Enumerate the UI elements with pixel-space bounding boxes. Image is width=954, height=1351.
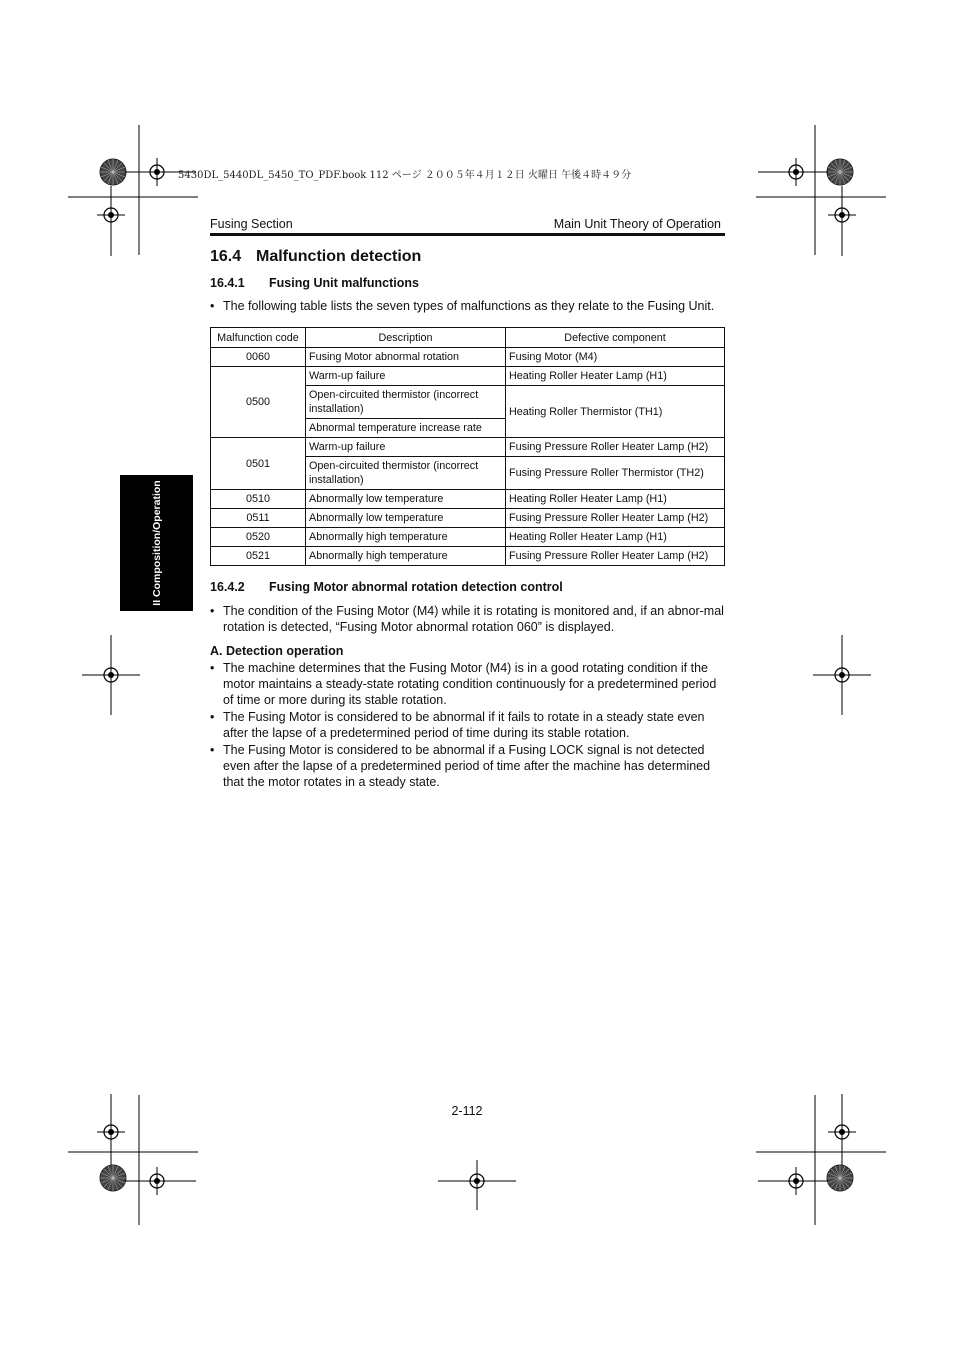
table-row: [211, 438, 725, 457]
description-cell: Abnormal temperature increase rate: [306, 419, 506, 438]
component-cell: Heating Roller Thermistor (TH1): [506, 386, 725, 438]
subsection-heading-2: [210, 580, 563, 594]
code-cell: 0510: [211, 490, 306, 509]
detection-bullet-3: The Fusing Motor is considered to be abnormal if a Fusing LOCK signal is not detected even after the lapse of a predetermined period of time after the machine has determined that the motor rotates in a steady state.: [223, 743, 711, 789]
section-number: 16.4: [210, 248, 242, 265]
bullet-mark: •: [210, 661, 215, 675]
subsection-title-2: Fusing Motor abnormal rotation detection control: [269, 580, 563, 594]
subsection-title-1: Fusing Unit malfunctions: [269, 276, 419, 290]
color-target-bottom-left: [100, 1165, 126, 1191]
table-row: [211, 509, 725, 528]
detection-bullet-1: The machine determines that the Fusing Motor (M4) is in a good rotating condition if the motor maintains a steady-state rotating condition continuously for a predetermined period of time or more during its stable rotation.: [223, 661, 717, 707]
code-cell: 0521: [211, 547, 306, 566]
control-text: The condition of the Fusing Motor (M4) while it is rotating is monitored and, if an abnor-mal rotation is detected, “Fusing Motor abnormal rotation 060” is displayed.: [223, 604, 724, 634]
description-cell: Warm-up failure: [306, 367, 506, 386]
subsection-number-1: 16.4.1: [210, 276, 245, 290]
bullet-mark: •: [210, 710, 215, 724]
print-info-line: 5430DL_5440DL_5450_TO_PDF.book 112 ページ ２００５年４月１２日 火曜日 午後４時４９分: [178, 170, 632, 181]
component-cell: Heating Roller Heater Lamp (H1): [506, 490, 725, 509]
code-cell: 0501: [211, 438, 306, 490]
component-cell: Fusing Pressure Roller Heater Lamp (H2): [506, 438, 725, 457]
bullet-mark: •: [210, 604, 215, 618]
col-header-code: Malfunction code: [211, 328, 306, 348]
table-row: [211, 490, 725, 509]
bullet-mark: •: [210, 743, 215, 757]
code-cell: 0060: [211, 348, 306, 367]
detection-heading: A. Detection operation: [210, 644, 344, 658]
malfunction-table: [210, 327, 725, 566]
component-cell: Fusing Pressure Roller Thermistor (TH2): [506, 457, 725, 490]
table-row: [211, 547, 725, 566]
component-cell: Fusing Pressure Roller Heater Lamp (H2): [506, 547, 725, 566]
list-item: [210, 742, 725, 790]
color-target-top-left: [100, 159, 126, 185]
color-target-bottom-right: [827, 1165, 853, 1191]
component-cell: Heating Roller Heater Lamp (H1): [506, 528, 725, 547]
description-cell: Warm-up failure: [306, 438, 506, 457]
section-heading: [210, 248, 421, 266]
control-paragraph: [210, 603, 725, 635]
running-header-left: Fusing Section: [210, 217, 293, 231]
bullet-mark: •: [210, 299, 215, 313]
table-header-row: [211, 328, 725, 348]
list-item: [210, 709, 725, 741]
table-row: [211, 528, 725, 547]
code-cell: 0520: [211, 528, 306, 547]
description-cell: Abnormally high temperature: [306, 528, 506, 547]
description-cell: Abnormally low temperature: [306, 490, 506, 509]
table-row: [211, 367, 725, 386]
side-tab-label: II Composition/Operation: [150, 480, 163, 606]
header-rule: [210, 233, 725, 236]
intro-text: The following table lists the seven types of malfunctions as they relate to the Fusing Unit.: [223, 299, 715, 313]
running-header-right: Main Unit Theory of Operation: [553, 217, 721, 231]
description-cell: Open-circuited thermistor (incorrect installation): [306, 386, 506, 419]
detection-list: [210, 660, 725, 790]
intro-bullet: [210, 298, 725, 314]
col-header-component: Defective component: [506, 328, 725, 348]
component-cell: Fusing Motor (M4): [506, 348, 725, 367]
code-cell: 0511: [211, 509, 306, 528]
description-cell: Open-circuited thermistor (incorrect installation): [306, 457, 506, 490]
code-cell: 0500: [211, 367, 306, 438]
intro-paragraph: [210, 298, 725, 314]
col-header-description: Description: [306, 328, 506, 348]
table-row: [211, 348, 725, 367]
description-cell: Abnormally high temperature: [306, 547, 506, 566]
color-target-top-right: [827, 159, 853, 185]
component-cell: Heating Roller Heater Lamp (H1): [506, 367, 725, 386]
list-item: [210, 660, 725, 708]
subsection-number-2: 16.4.2: [210, 580, 245, 594]
subsection-heading-1: [210, 276, 419, 290]
page-number: 2-112: [451, 1104, 483, 1118]
control-bullet: [210, 603, 725, 635]
detection-bullet-2: The Fusing Motor is considered to be abnormal if it fails to rotate in a steady state even after the lapse of a predetermined period of time during its stable rotation.: [223, 710, 705, 740]
section-title: Malfunction detection: [256, 248, 422, 265]
description-cell: Fusing Motor abnormal rotation: [306, 348, 506, 367]
description-cell: Abnormally low temperature: [306, 509, 506, 528]
component-cell: Fusing Pressure Roller Heater Lamp (H2): [506, 509, 725, 528]
side-tab: [120, 475, 193, 611]
